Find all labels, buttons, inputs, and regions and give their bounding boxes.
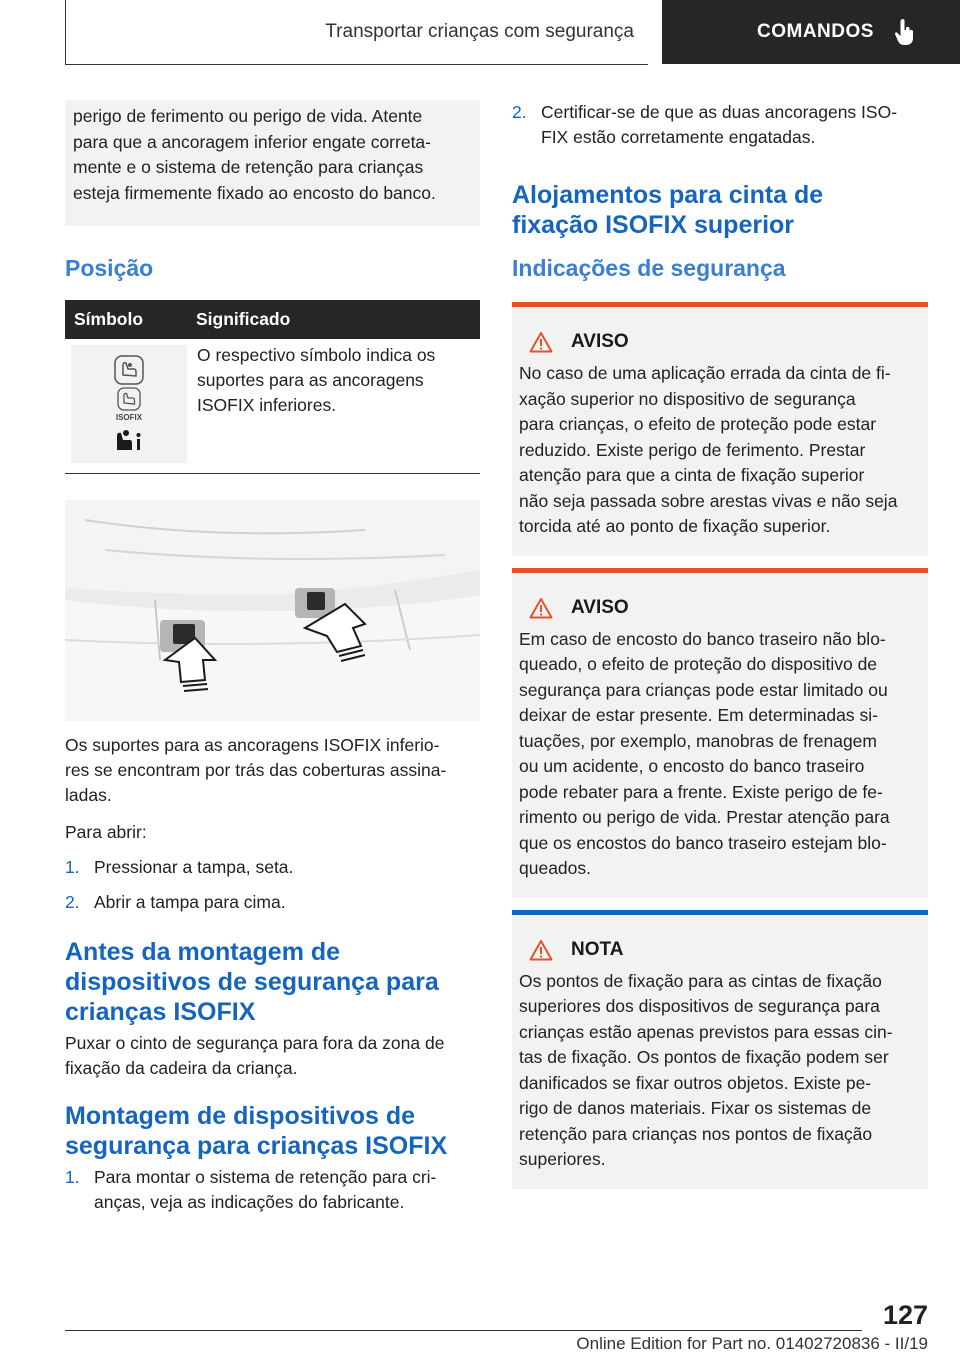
warning-triangle-icon <box>529 597 553 619</box>
list-item <box>65 890 480 915</box>
posicao-heading: Posição <box>65 255 154 281</box>
step-number: 2. <box>65 892 80 912</box>
note-line: crianças estão apenas previstos para essas cin‐ <box>519 1021 893 1042</box>
heading-line: Antes da montagem de <box>65 938 341 966</box>
hand-pointer-icon <box>894 18 916 46</box>
warning-line: que os encostos do banco traseiro estejam blo‐ <box>519 832 887 853</box>
warning-line: ou um acidente, o encosto do banco traseiro <box>519 756 865 776</box>
footer-rule <box>65 1330 862 1331</box>
note-title-text: NOTA <box>571 938 624 960</box>
warning-line: deixar de estar presente. Em determinadas si‐ <box>519 705 878 725</box>
note-line: Os pontos de fixação para as cintas de fixação <box>519 970 882 991</box>
step-line: anças, veja as indicações do fabricante. <box>94 1192 405 1212</box>
note-box <box>512 910 928 1189</box>
right-column <box>512 100 928 1189</box>
note-line: superiores. <box>519 1149 606 1169</box>
chapter-tab-label: COMANDOS <box>757 21 874 42</box>
isofix-symbols-cell <box>71 345 187 463</box>
warning-line: Em caso de encosto do banco traseiro não blo‐ <box>519 628 886 649</box>
box-line: mente e o sistema de retenção para crianças <box>73 157 424 177</box>
header-rule-bottom <box>65 64 648 65</box>
antes-paragraph <box>65 1031 480 1081</box>
warning-line: pode rebater para a frente. Existe perigo de fe‐ <box>519 781 883 802</box>
warning-triangle-icon <box>529 331 553 353</box>
heading-line: dispositivos de segurança para <box>65 968 439 996</box>
para-abrir-label: Para abrir: <box>65 822 147 842</box>
note-line: tas de fixação. Os pontos de fixação podem ser <box>519 1047 889 1067</box>
meaning-line: O respectivo símbolo indica os <box>197 345 436 365</box>
warning-line: atenção para que a cinta de fixação superior <box>519 465 865 485</box>
figure-caption <box>65 733 480 808</box>
warning-line: tuações, por exemplo, manobras de frenagem <box>519 730 877 751</box>
heading-line: crianças ISOFIX <box>65 998 256 1026</box>
table-row <box>65 339 480 474</box>
continued-steps-list <box>512 100 928 150</box>
paragraph-line: fixação da cadeira da criança. <box>65 1058 298 1078</box>
warning-line: reduzido. Existe perigo de ferimento. Prestar <box>519 439 866 460</box>
warning-triangle-icon <box>529 939 553 961</box>
montagem-steps-list <box>65 1165 480 1215</box>
continued-warning-box <box>65 100 480 226</box>
left-column <box>65 100 480 1215</box>
warning-title-text: AVISO <box>571 331 629 352</box>
heading-line: Alojamentos para cinta de <box>512 181 824 209</box>
open-steps-list <box>65 855 480 915</box>
box-line: perigo de ferimento ou perigo de vida. Atente <box>73 106 423 126</box>
table-header-meaning: Significado <box>196 309 291 329</box>
list-item <box>65 1165 480 1215</box>
header-chapter-tab[interactable] <box>662 0 960 64</box>
box-line: para que a ancoragem inferior engate correta‐ <box>73 131 431 152</box>
heading-line: fixação ISOFIX superior <box>512 211 795 239</box>
warning-line: para crianças, o efeito de proteção pode estar <box>519 414 877 434</box>
rear-seat-isofix-figure <box>65 500 480 721</box>
warning-box <box>512 568 928 898</box>
warning-line: No caso de uma aplicação errada da cinta de fi‐ <box>519 363 891 383</box>
step-line: FIX estão corretamente engatadas. <box>541 127 816 147</box>
note-line: retenção para crianças nos pontos de fixação <box>519 1123 873 1144</box>
heading-line: Montagem de dispositivos de <box>65 1102 416 1130</box>
step-text <box>94 1165 436 1215</box>
rear-seat-illustration <box>65 500 480 721</box>
box-line: esteja firmemente fixado ao encosto do banco. <box>73 182 436 203</box>
list-item <box>512 100 928 150</box>
note-line: rigo de danos materiais. Fixar os sistemas de <box>519 1098 872 1118</box>
paragraph-line: Puxar o cinto de segurança para fora da zona de <box>65 1033 445 1053</box>
caption-line: res se encontram por trás das coberturas assina‐ <box>65 760 447 780</box>
symbol-meaning-cell <box>187 339 477 463</box>
table-header-symbol: Símbolo <box>74 309 144 329</box>
step-line: Para montar o sistema de retenção para cri‐ <box>94 1167 437 1187</box>
isofix-label: ISOFIX <box>115 412 143 422</box>
step-line: Certificar-se de que as duas ancoragens ISO‐ <box>541 102 898 122</box>
step-text: Pressionar a tampa, seta. <box>94 857 294 877</box>
symbol-table <box>65 300 480 474</box>
note-title <box>519 937 921 963</box>
step-number: 1. <box>65 857 80 877</box>
warning-title <box>519 595 921 621</box>
note-line: superiores dos dispositivos de segurança para <box>519 996 880 1016</box>
meaning-line: suportes para as ancoragens <box>197 370 424 390</box>
caption-line: ladas. <box>65 785 112 805</box>
child-seat-icon <box>114 355 144 385</box>
caption-line: Os suportes para as ancoragens ISOFIX inferio‐ <box>65 735 440 755</box>
warning-line: não seja passada sobre arestas vivas e não seja <box>519 490 898 511</box>
child-seat-icon-small <box>117 387 141 411</box>
header-section-title: Transportar crianças com segurança <box>325 21 634 42</box>
table-header <box>65 300 480 339</box>
warning-line: torcida até ao ponto de fixação superior. <box>519 516 831 536</box>
step-number: 2. <box>512 102 527 122</box>
step-text <box>541 100 897 150</box>
step-number: 1. <box>65 1167 80 1187</box>
warning-line: segurança para crianças pode estar limitado ou <box>519 679 888 700</box>
warning-line: rimento ou perigo de vida. Prestar atenção para <box>519 807 890 827</box>
antes-heading <box>65 937 480 1027</box>
warning-line: queados. <box>519 858 592 878</box>
meaning-line: ISOFIX inferiores. <box>197 395 337 415</box>
list-item <box>65 855 480 880</box>
note-line: danificados se fixar outros objetos. Existe pe‐ <box>519 1072 872 1093</box>
step-text: Abrir a tampa para cima. <box>94 892 286 912</box>
indicacoes-heading: Indicações de segurança <box>512 255 786 281</box>
footer-edition: Online Edition for Part no. 01402720836 - II/19 <box>576 1334 928 1353</box>
montagem-heading <box>65 1101 480 1161</box>
warning-box <box>512 302 928 556</box>
warning-line: xação superior no dispositivo de segurança <box>519 388 856 409</box>
warning-line: queado, o efeito de proteção do dispositivo de <box>519 654 878 674</box>
warning-title-text: AVISO <box>571 596 629 618</box>
page-number: 127 <box>882 1300 928 1330</box>
warning-title <box>519 329 921 355</box>
alojamentos-heading <box>512 180 928 240</box>
child-seat-info-icon <box>113 424 145 454</box>
heading-line: segurança para crianças ISOFIX <box>65 1132 448 1160</box>
